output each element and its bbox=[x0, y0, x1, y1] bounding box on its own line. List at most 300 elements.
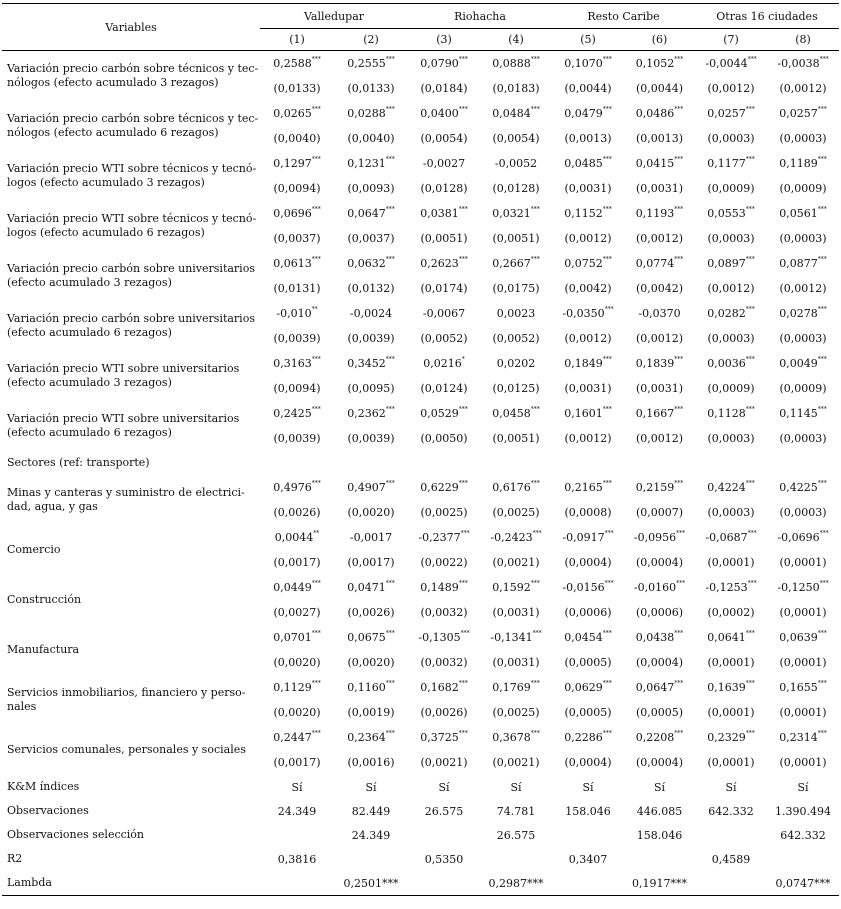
standard-error-cell: (0,0009) bbox=[707, 182, 755, 195]
standard-error-cell: (0,0052) bbox=[492, 332, 540, 345]
significance-stars: *** bbox=[530, 256, 540, 263]
standard-error-cell: (0,0003) bbox=[779, 506, 827, 519]
standard-error-cell: (0,0093) bbox=[347, 182, 395, 195]
standard-error-cell: (0,0006) bbox=[564, 606, 612, 619]
coefficient-cell bbox=[260, 251, 334, 276]
coefficient-cell bbox=[552, 625, 624, 650]
coefficient-value: 0,1193 bbox=[635, 207, 675, 220]
coefficient-value: 0,0790 bbox=[420, 57, 459, 70]
coefficient-cell bbox=[624, 351, 695, 376]
summary-cell bbox=[695, 871, 767, 896]
coefficient-row bbox=[2, 201, 839, 226]
coefficient-cell bbox=[260, 475, 334, 500]
coefficient-value: -0,0067 bbox=[422, 307, 466, 320]
coefficient-value: 0,0897 bbox=[707, 257, 746, 270]
coefficient-cell bbox=[408, 625, 480, 650]
coefficient-row bbox=[2, 401, 839, 426]
summary-label: R2 bbox=[7, 852, 23, 865]
summary-row bbox=[2, 799, 839, 823]
significance-stars: *** bbox=[745, 256, 755, 263]
variable-label: Variación precio carbón sobre técnicos y tec-nólogos (efecto acumulado 6 rezagos) bbox=[7, 112, 259, 139]
coefficient-value: 0,0454 bbox=[564, 631, 603, 644]
coefficient-cell bbox=[552, 725, 624, 750]
coefficient-cell bbox=[334, 151, 408, 176]
significance-stars: *** bbox=[674, 630, 684, 637]
coefficient-value: 0,0044 bbox=[274, 531, 314, 544]
coefficient-cell bbox=[260, 675, 334, 700]
significance-stars: *** bbox=[602, 630, 612, 637]
standard-error-cell: (0,0025) bbox=[492, 506, 540, 519]
significance-stars: *** bbox=[458, 480, 468, 487]
coefficient-cell bbox=[552, 51, 624, 77]
coefficient-cell bbox=[767, 675, 839, 700]
coefficient-row bbox=[2, 301, 839, 326]
summary-cell: Sí bbox=[510, 780, 522, 794]
column-header: (3) bbox=[408, 29, 480, 51]
coefficient-value: -0,0160 bbox=[633, 581, 677, 594]
standard-error-cell: (0,0001) bbox=[707, 756, 755, 769]
standard-error-cell: (0,0012) bbox=[779, 282, 827, 295]
standard-error-cell: (0,0031) bbox=[492, 656, 540, 669]
significance-stars: *** bbox=[458, 406, 468, 413]
table-body bbox=[2, 4, 839, 896]
coefficient-value: 0,0049 bbox=[779, 357, 818, 370]
summary-cell: 0,3407 bbox=[568, 852, 608, 866]
coefficient-value: 0,2425 bbox=[273, 407, 312, 420]
significance-stars: *** bbox=[674, 206, 684, 213]
coefficient-cell bbox=[767, 725, 839, 750]
summary-cell bbox=[552, 871, 624, 896]
significance-stars: *** bbox=[460, 530, 470, 537]
coefficient-value: 0,1839 bbox=[635, 357, 675, 370]
summary-label: Lambda bbox=[2, 871, 260, 896]
summary-cell: 74.781 bbox=[496, 804, 536, 818]
coefficient-value: 0,6176 bbox=[492, 481, 531, 494]
coefficient-cell bbox=[408, 151, 480, 176]
variable-label: Minas y canteras y suministro de electrici-dad, agua, y gas bbox=[7, 486, 245, 513]
standard-error-cell: (0,0039) bbox=[273, 332, 321, 345]
standard-error-cell: (0,0031) bbox=[492, 606, 540, 619]
column-header: (8) bbox=[767, 29, 839, 51]
coefficient-cell bbox=[260, 301, 334, 326]
significance-stars: *** bbox=[530, 680, 540, 687]
significance-stars: *** bbox=[819, 530, 829, 537]
coefficient-cell bbox=[552, 101, 624, 126]
significance-stars: *** bbox=[458, 730, 468, 737]
standard-error-cell: (0,0125) bbox=[492, 382, 540, 395]
coefficient-cell bbox=[624, 401, 695, 426]
standard-error-cell: (0,0031) bbox=[564, 382, 612, 395]
coefficient-value: 0,1160 bbox=[347, 681, 386, 694]
coefficient-value: 0,1052 bbox=[635, 57, 675, 70]
standard-error-cell: (0,0012) bbox=[564, 232, 612, 245]
coefficient-value: 0,0216 bbox=[423, 357, 462, 370]
coefficient-cell bbox=[408, 675, 480, 700]
coefficient-row bbox=[2, 251, 839, 276]
standard-error-cell: (0,0050) bbox=[420, 432, 468, 445]
variable-label: Variación precio carbón sobre universitarios (efecto acumulado 3 rezagos) bbox=[7, 262, 255, 289]
significance-stars: *** bbox=[747, 530, 757, 537]
significance-stars: *** bbox=[817, 106, 827, 113]
standard-error-cell: (0,0007) bbox=[635, 506, 684, 519]
coefficient-cell bbox=[624, 575, 695, 600]
standard-error-cell: (0,0017) bbox=[347, 556, 395, 569]
standard-error-cell: (0,0020) bbox=[347, 506, 395, 519]
significance-stars: ** bbox=[313, 530, 320, 537]
coefficient-cell bbox=[260, 625, 334, 650]
standard-error-cell: (0,0005) bbox=[635, 706, 684, 719]
summary-label: Observaciones selección bbox=[7, 828, 145, 841]
coefficient-value: -0,0024 bbox=[349, 307, 393, 320]
significance-stars: *** bbox=[745, 680, 755, 687]
significance-stars: *** bbox=[602, 106, 612, 113]
coefficient-value: 0,1769 bbox=[492, 681, 531, 694]
standard-error-cell: (0,0016) bbox=[347, 756, 395, 769]
coefficient-value: 0,0647 bbox=[635, 681, 675, 694]
variable-label: Servicios comunales, personales y sociales bbox=[7, 743, 246, 756]
variable-label: Manufactura bbox=[7, 643, 80, 656]
coefficient-value: 0,0257 bbox=[707, 107, 746, 120]
significance-stars: *** bbox=[532, 530, 542, 537]
summary-cell bbox=[767, 847, 839, 871]
standard-error-cell: (0,0042) bbox=[564, 282, 612, 295]
sectors-label: Sectores (ref: transporte) bbox=[7, 456, 150, 469]
coefficient-row bbox=[2, 625, 839, 650]
coefficient-cell bbox=[767, 101, 839, 126]
column-header: (4) bbox=[480, 29, 552, 51]
coefficient-cell bbox=[408, 251, 480, 276]
standard-error-cell: (0,0001) bbox=[779, 606, 827, 619]
standard-error-cell: (0,0005) bbox=[564, 706, 612, 719]
standard-error-cell: (0,0174) bbox=[420, 282, 468, 295]
coefficient-value: 0,1189 bbox=[779, 157, 818, 170]
standard-error-cell: (0,0009) bbox=[779, 382, 827, 395]
summary-cell bbox=[260, 823, 334, 847]
coefficient-cell bbox=[408, 301, 480, 326]
coefficient-value: 0,1682 bbox=[420, 681, 459, 694]
coefficient-cell bbox=[695, 675, 767, 700]
sectors-header-row bbox=[2, 451, 839, 475]
standard-error-cell: (0,0005) bbox=[564, 656, 612, 669]
coefficient-value: 0,0647 bbox=[347, 207, 386, 220]
coefficient-value: 0,4907 bbox=[347, 481, 386, 494]
coefficient-value: 0,0282 bbox=[707, 307, 746, 320]
significance-stars: *** bbox=[817, 306, 827, 313]
significance-stars: *** bbox=[602, 730, 612, 737]
standard-error-cell: (0,0183) bbox=[492, 82, 540, 95]
summary-row bbox=[2, 871, 839, 896]
coefficient-value: 0,3725 bbox=[420, 731, 459, 744]
significance-stars: *** bbox=[385, 206, 395, 213]
standard-error-cell: (0,0031) bbox=[635, 382, 684, 395]
coefficient-value: 0,2364 bbox=[347, 731, 386, 744]
significance-stars: *** bbox=[385, 580, 395, 587]
significance-stars: *** bbox=[817, 406, 827, 413]
coefficient-value: -0,010 bbox=[276, 307, 312, 320]
summary-cell: Sí bbox=[797, 780, 809, 794]
summary-cell bbox=[408, 871, 480, 896]
standard-error-cell: (0,0025) bbox=[492, 706, 540, 719]
coefficient-value: 0,0400 bbox=[420, 107, 459, 120]
coefficient-value: 0,2314 bbox=[779, 731, 818, 744]
significance-stars: *** bbox=[458, 680, 468, 687]
coefficient-cell bbox=[624, 151, 695, 176]
coefficient-cell bbox=[767, 401, 839, 426]
column-header: (2) bbox=[334, 29, 408, 51]
coefficient-value: 0,4225 bbox=[779, 481, 818, 494]
standard-error-cell: (0,0021) bbox=[492, 556, 540, 569]
summary-cell: 24.349 bbox=[351, 828, 391, 842]
significance-stars: *** bbox=[745, 356, 755, 363]
standard-error-cell: (0,0003) bbox=[707, 432, 755, 445]
coefficient-cell bbox=[334, 51, 408, 77]
coefficient-value: 0,1231 bbox=[347, 157, 386, 170]
coefficient-cell bbox=[695, 725, 767, 750]
coefficient-value: -0,0017 bbox=[349, 531, 393, 544]
significance-stars: *** bbox=[817, 156, 827, 163]
standard-error-cell: (0,0001) bbox=[779, 706, 827, 719]
coefficient-cell bbox=[695, 625, 767, 650]
coefficient-cell bbox=[552, 525, 624, 550]
summary-row bbox=[2, 847, 839, 871]
coefficient-row bbox=[2, 575, 839, 600]
summary-cell bbox=[552, 823, 624, 847]
standard-error-cell: (0,0003) bbox=[707, 332, 755, 345]
summary-cell: 446.085 bbox=[636, 804, 683, 818]
coefficient-cell bbox=[767, 475, 839, 500]
coefficient-cell bbox=[334, 675, 408, 700]
summary-cell: 26.575 bbox=[424, 804, 464, 818]
significance-stars: *** bbox=[311, 156, 321, 163]
standard-error-cell: (0,0025) bbox=[420, 506, 468, 519]
coefficient-value: 0,1655 bbox=[779, 681, 818, 694]
significance-stars: *** bbox=[674, 106, 684, 113]
coefficient-value: 0,0774 bbox=[635, 257, 675, 270]
standard-error-cell: (0,0001) bbox=[779, 656, 827, 669]
coefficient-value: 0,1128 bbox=[707, 407, 746, 420]
coefficient-value: 0,0265 bbox=[273, 107, 312, 120]
coefficient-value: 0,1297 bbox=[273, 157, 312, 170]
standard-error-cell: (0,0017) bbox=[273, 556, 321, 569]
summary-cell bbox=[334, 847, 408, 871]
significance-stars: *** bbox=[385, 106, 395, 113]
significance-stars: *** bbox=[602, 680, 612, 687]
significance-stars: *** bbox=[747, 580, 757, 587]
standard-error-cell: (0,0012) bbox=[779, 82, 827, 95]
standard-error-cell: (0,0004) bbox=[564, 556, 612, 569]
coefficient-value: 0,2623 bbox=[420, 257, 459, 270]
standard-error-cell: (0,0022) bbox=[420, 556, 468, 569]
coefficient-value: 0,2588 bbox=[273, 57, 312, 70]
significance-stars: *** bbox=[458, 56, 468, 63]
summary-label: Observaciones bbox=[7, 804, 89, 817]
standard-error-cell: (0,0052) bbox=[420, 332, 468, 345]
standard-error-cell: (0,0051) bbox=[492, 232, 540, 245]
coefficient-value: -0,0156 bbox=[562, 581, 605, 594]
significance-stars: *** bbox=[819, 580, 829, 587]
significance-stars: *** bbox=[385, 406, 395, 413]
coefficient-cell bbox=[624, 675, 695, 700]
coefficient-cell bbox=[624, 625, 695, 650]
significance-stars: *** bbox=[311, 630, 321, 637]
coefficient-value: 0,0321 bbox=[492, 207, 531, 220]
standard-error-cell: (0,0039) bbox=[347, 332, 395, 345]
coefficient-value: -0,2377 bbox=[418, 531, 461, 544]
coefficient-value: 0,0438 bbox=[635, 631, 675, 644]
standard-error-cell: (0,0040) bbox=[273, 132, 321, 145]
significance-stars: *** bbox=[817, 356, 827, 363]
coefficient-cell bbox=[695, 51, 767, 77]
significance-stars: *** bbox=[458, 580, 468, 587]
coefficient-cell bbox=[552, 201, 624, 226]
coefficient-cell bbox=[408, 51, 480, 77]
standard-error-cell: (0,0006) bbox=[635, 606, 684, 619]
coefficient-row bbox=[2, 725, 839, 750]
standard-error-cell: (0,0020) bbox=[273, 656, 321, 669]
summary-cell: 0,0747*** bbox=[767, 871, 839, 896]
standard-error-cell: (0,0133) bbox=[347, 82, 395, 95]
coefficient-row bbox=[2, 101, 839, 126]
coefficient-value: 0,2159 bbox=[635, 481, 675, 494]
significance-stars: *** bbox=[458, 106, 468, 113]
coefficient-cell bbox=[480, 51, 552, 77]
significance-stars: *** bbox=[385, 56, 395, 63]
coefficient-cell bbox=[624, 301, 695, 326]
significance-stars: *** bbox=[532, 630, 542, 637]
standard-error-cell: (0,0027) bbox=[273, 606, 321, 619]
standard-error-cell: (0,0009) bbox=[779, 182, 827, 195]
coefficient-cell bbox=[552, 675, 624, 700]
coefficient-cell bbox=[480, 351, 552, 376]
coefficient-cell bbox=[767, 301, 839, 326]
standard-error-cell: (0,0001) bbox=[779, 556, 827, 569]
coefficient-value: 0,0877 bbox=[779, 257, 818, 270]
summary-cell: Sí bbox=[291, 780, 303, 794]
significance-stars: *** bbox=[745, 156, 755, 163]
coefficient-cell bbox=[334, 725, 408, 750]
standard-error-cell: (0,0031) bbox=[564, 182, 612, 195]
significance-stars: *** bbox=[311, 406, 321, 413]
significance-stars: *** bbox=[311, 680, 321, 687]
significance-stars: *** bbox=[311, 730, 321, 737]
standard-error-cell: (0,0013) bbox=[635, 132, 684, 145]
coefficient-cell bbox=[260, 351, 334, 376]
coefficient-cell bbox=[624, 101, 695, 126]
standard-error-cell: (0,0124) bbox=[420, 382, 468, 395]
variables-header: Variables bbox=[2, 4, 260, 51]
coefficient-value: 0,0529 bbox=[420, 407, 459, 420]
coefficient-value: 0,0675 bbox=[347, 631, 386, 644]
significance-stars: *** bbox=[817, 206, 827, 213]
coefficient-value: 0,0641 bbox=[707, 631, 746, 644]
significance-stars: *** bbox=[745, 106, 755, 113]
standard-error-cell: (0,0009) bbox=[707, 382, 755, 395]
standard-error-cell: (0,0019) bbox=[347, 706, 395, 719]
standard-error-cell: (0,0001) bbox=[779, 756, 827, 769]
coefficient-value: 0,0278 bbox=[779, 307, 818, 320]
significance-stars: *** bbox=[745, 306, 755, 313]
coefficient-cell bbox=[260, 575, 334, 600]
standard-error-cell: (0,0008) bbox=[564, 506, 612, 519]
significance-stars: *** bbox=[819, 56, 829, 63]
standard-error-cell: (0,0175) bbox=[492, 282, 540, 295]
coefficient-cell bbox=[624, 51, 695, 77]
coefficient-value: 0,3452 bbox=[347, 357, 386, 370]
coefficient-cell bbox=[260, 51, 334, 77]
coefficient-value: -0,0917 bbox=[562, 531, 605, 544]
variable-label: Variación precio carbón sobre técnicos y tec-nólogos (efecto acumulado 3 rezagos) bbox=[7, 62, 259, 89]
coefficient-cell bbox=[334, 101, 408, 126]
significance-stars: *** bbox=[676, 530, 686, 537]
coefficient-value: 0,0613 bbox=[273, 257, 312, 270]
significance-stars: *** bbox=[602, 406, 612, 413]
standard-error-cell: (0,0032) bbox=[420, 606, 468, 619]
standard-error-cell: (0,0004) bbox=[635, 556, 684, 569]
coefficient-value: 0,0553 bbox=[707, 207, 746, 220]
coefficient-value: 0,6229 bbox=[420, 481, 459, 494]
standard-error-cell: (0,0012) bbox=[564, 332, 612, 345]
column-header: (6) bbox=[624, 29, 695, 51]
significance-stars: *** bbox=[530, 106, 540, 113]
variable-label: Variación precio WTI sobre técnicos y tecnó-logos (efecto acumulado 6 rezagos) bbox=[7, 212, 257, 239]
coefficient-row bbox=[2, 525, 839, 550]
significance-stars: *** bbox=[460, 630, 470, 637]
coefficient-value: 0,2362 bbox=[347, 407, 386, 420]
coefficient-value: 0,2286 bbox=[564, 731, 603, 744]
significance-stars: *** bbox=[817, 680, 827, 687]
summary-cell: Sí bbox=[725, 780, 737, 794]
coefficient-value: 0,0485 bbox=[564, 157, 603, 170]
summary-cell: 642.332 bbox=[780, 828, 826, 842]
coefficient-value: 0,1667 bbox=[635, 407, 675, 420]
standard-error-cell: (0,0095) bbox=[347, 382, 395, 395]
coefficient-cell bbox=[480, 201, 552, 226]
standard-error-cell: (0,0184) bbox=[420, 82, 468, 95]
significance-stars: *** bbox=[311, 356, 321, 363]
column-header: (5) bbox=[552, 29, 624, 51]
coefficient-value: 0,0036 bbox=[707, 357, 746, 370]
column-header: (7) bbox=[695, 29, 767, 51]
variable-label: Variación precio WTI sobre técnicos y tecnó-logos (efecto acumulado 3 rezagos) bbox=[7, 162, 257, 189]
standard-error-cell: (0,0004) bbox=[635, 656, 684, 669]
coefficient-value: 0,2165 bbox=[564, 481, 603, 494]
coefficient-cell bbox=[552, 475, 624, 500]
significance-stars: *** bbox=[674, 680, 684, 687]
coefficient-value: -0,0350 bbox=[562, 307, 605, 320]
standard-error-cell: (0,0054) bbox=[492, 132, 540, 145]
coefficient-value: 0,0701 bbox=[273, 631, 312, 644]
standard-error-cell: (0,0054) bbox=[420, 132, 468, 145]
significance-stars: *** bbox=[676, 580, 686, 587]
significance-stars: *** bbox=[385, 730, 395, 737]
significance-stars: *** bbox=[604, 530, 614, 537]
standard-error-cell: (0,0094) bbox=[273, 382, 321, 395]
coefficient-cell bbox=[408, 475, 480, 500]
significance-stars: *** bbox=[458, 256, 468, 263]
significance-stars: * bbox=[461, 356, 465, 363]
standard-error-cell: (0,0020) bbox=[347, 656, 395, 669]
significance-stars: *** bbox=[385, 480, 395, 487]
coefficient-cell bbox=[408, 101, 480, 126]
coefficient-value: -0,0027 bbox=[422, 157, 466, 170]
coefficient-cell bbox=[334, 401, 408, 426]
significance-stars: *** bbox=[311, 106, 321, 113]
significance-stars: *** bbox=[311, 56, 321, 63]
standard-error-cell: (0,0003) bbox=[779, 432, 827, 445]
coefficient-value: 0,0458 bbox=[492, 407, 531, 420]
group-header-riohacha: Riohacha bbox=[408, 4, 552, 29]
coefficient-value: 0,3678 bbox=[492, 731, 531, 744]
